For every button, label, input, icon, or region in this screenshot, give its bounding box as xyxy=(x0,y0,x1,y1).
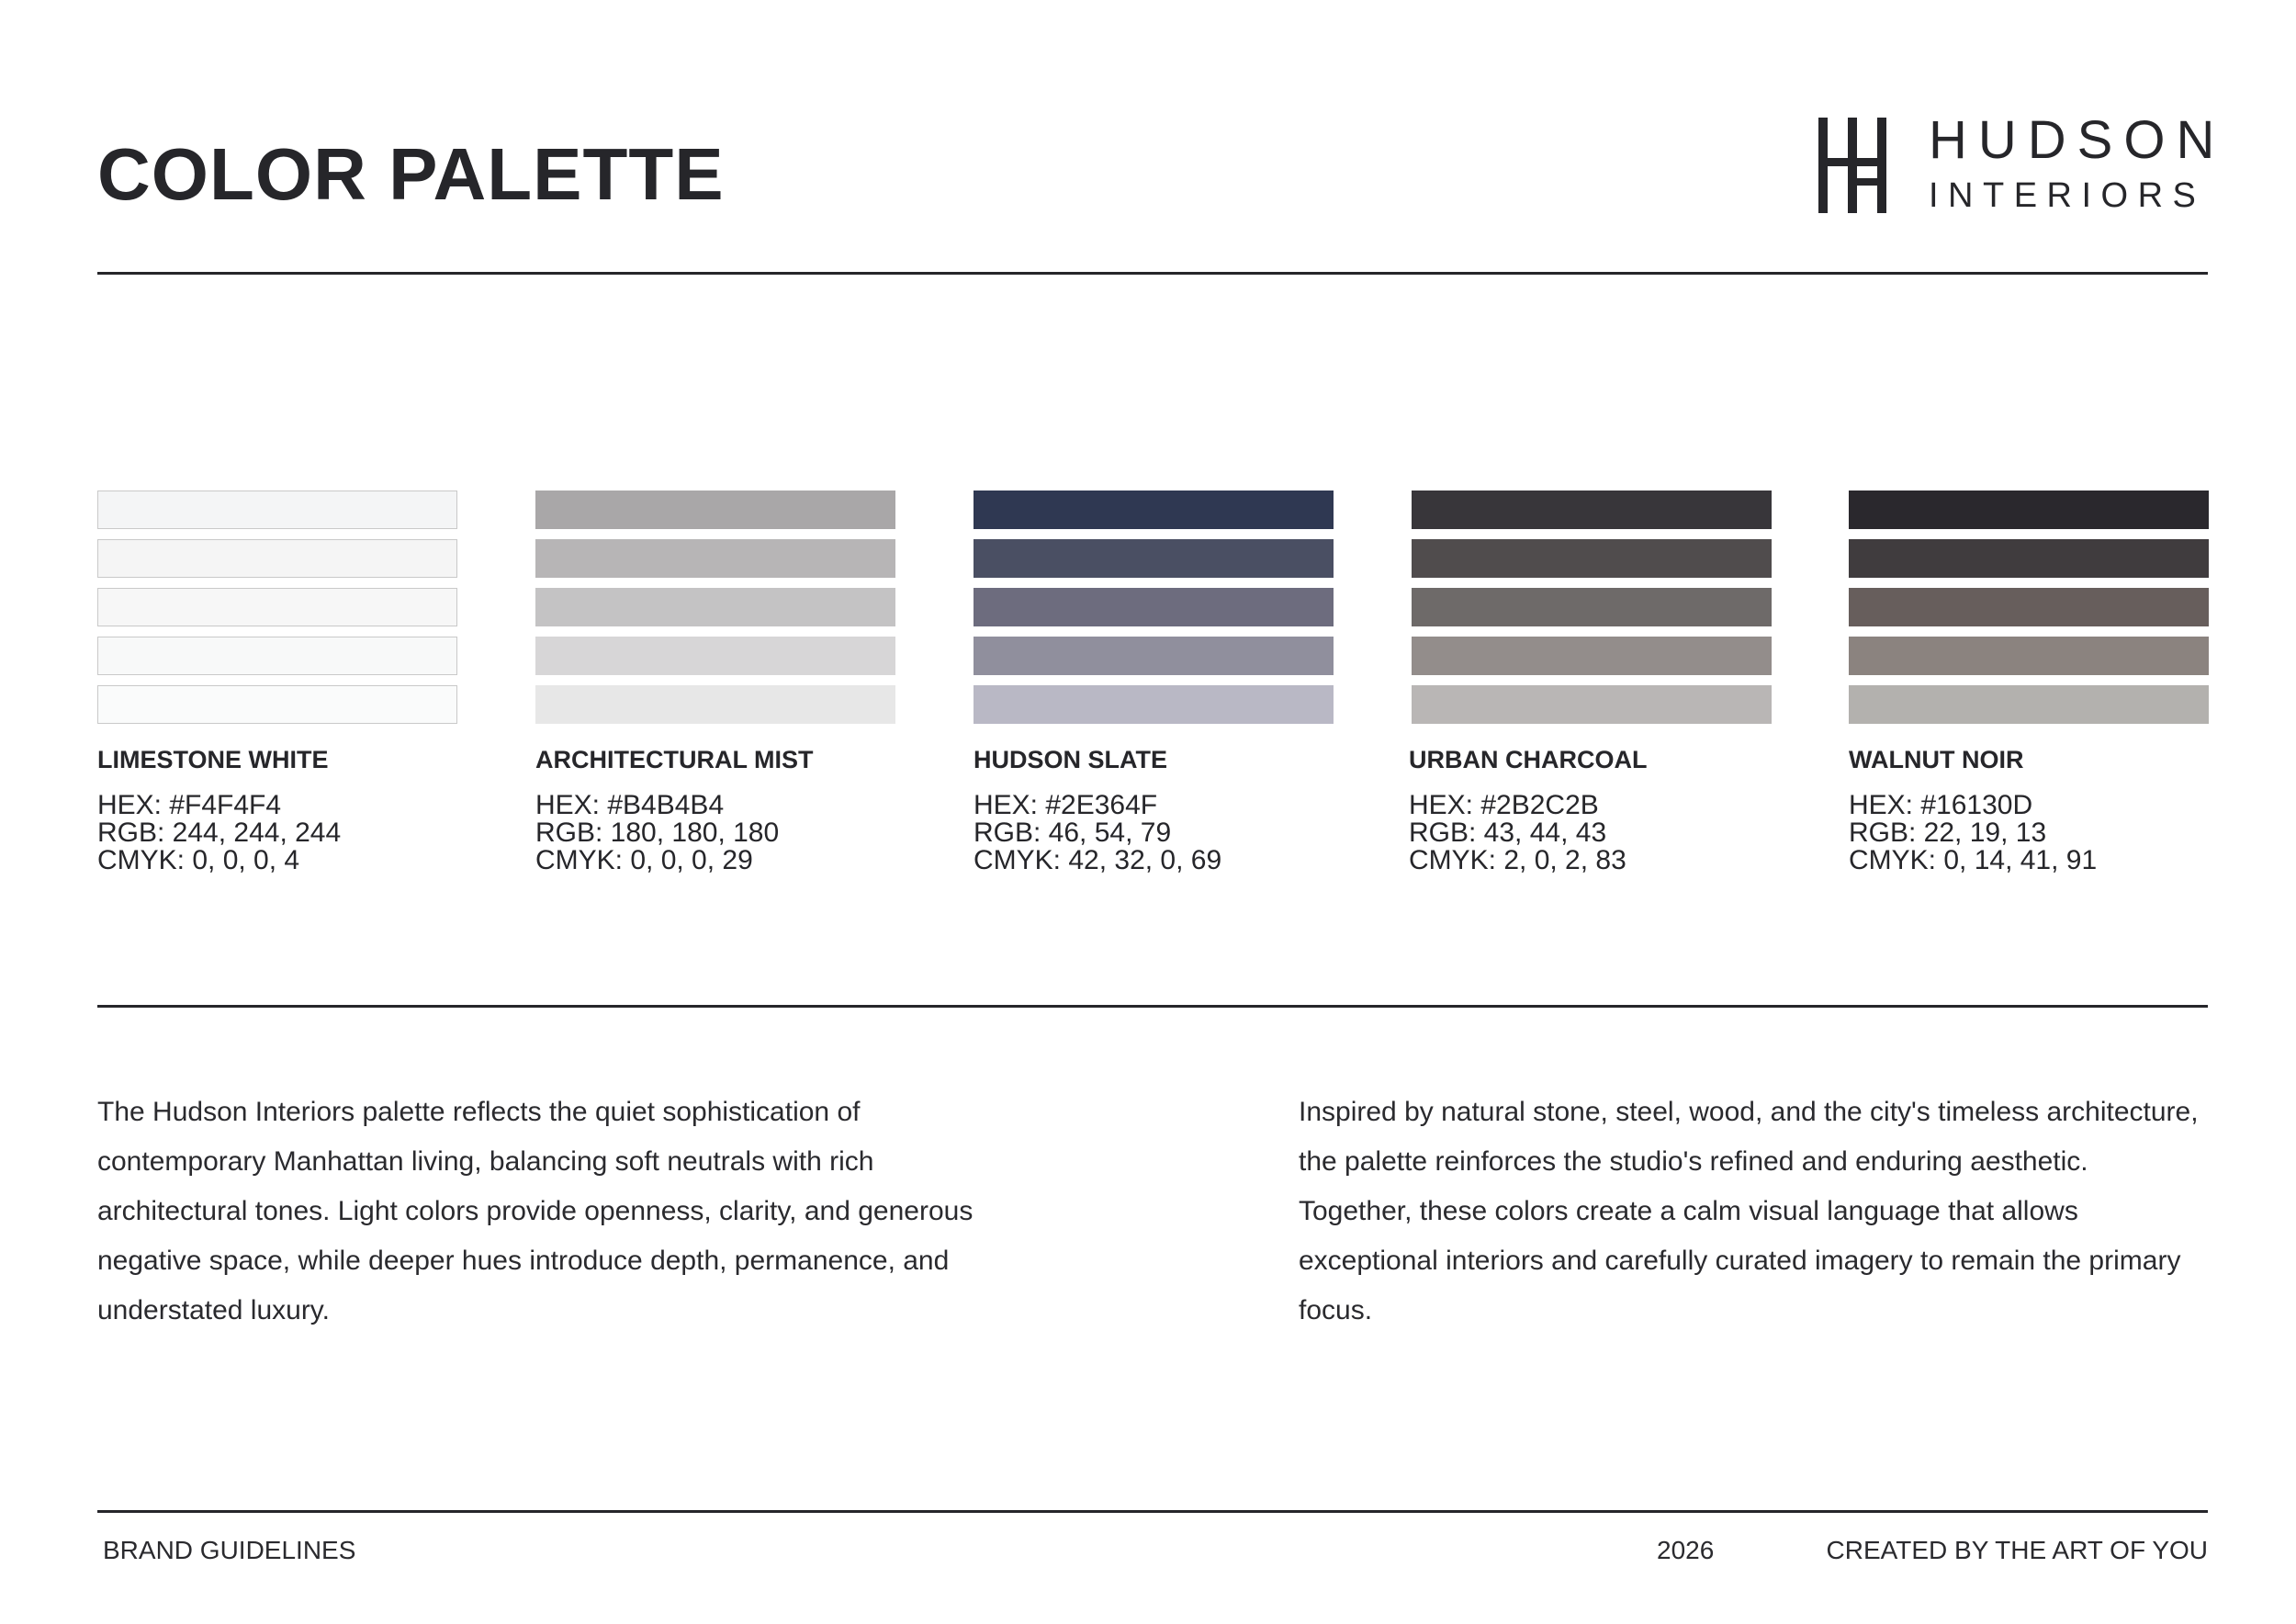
color-hex: HEX: #16130D xyxy=(1849,790,2033,820)
color-name: LIMESTONE WHITE xyxy=(97,746,329,773)
page-title: COLOR PALETTE xyxy=(97,133,725,215)
footer-divider xyxy=(97,1510,2208,1513)
color-cmyk: CMYK: 2, 0, 2, 83 xyxy=(1409,845,1626,875)
color-rgb: RGB: 22, 19, 13 xyxy=(1849,818,2047,848)
swatch-stack xyxy=(1412,491,1772,734)
palette-description-left: The Hudson Interiors palette reflects the quiet sophistication of contemporary Manhattan living, balancing soft neutrals with rich architectural tones. Light colors provide openness, clarity, and generous negative space, while deeper hues introduce depth, permanence, and understated luxury. xyxy=(97,1097,974,1325)
color-cmyk: CMYK: 0, 0, 0, 4 xyxy=(97,845,300,875)
color-rgb: RGB: 43, 44, 43 xyxy=(1409,818,1607,848)
color-specs xyxy=(535,792,779,874)
color-cmyk: CMYK: 42, 32, 0, 69 xyxy=(974,845,1222,875)
color-swatch-shade-3 xyxy=(1849,588,2209,626)
color-swatch-shade-4 xyxy=(974,637,1334,675)
color-swatch-shade-1 xyxy=(97,491,457,529)
color-cmyk: CMYK: 0, 0, 0, 29 xyxy=(535,845,753,875)
palette-description-right: Inspired by natural stone, steel, wood, and the city's timeless architecture, the palette reinforces the studio's refined and enduring aesthetic. Together, these colors create a calm visual language that allows exceptional interiors and carefully curated imagery to remain the primary focus. xyxy=(1299,1097,2199,1325)
color-swatch-shade-5 xyxy=(974,685,1334,724)
color-swatch-shade-3 xyxy=(1412,588,1772,626)
color-swatch-shade-5 xyxy=(1849,685,2209,724)
brand-logo xyxy=(1818,110,2226,215)
swatch-stack xyxy=(97,491,457,734)
color-name: HUDSON SLATE xyxy=(974,746,1168,773)
color-swatch-shade-3 xyxy=(97,588,457,626)
logo-wordmark-secondary: INTERIORS xyxy=(1929,176,2206,215)
color-rgb: RGB: 46, 54, 79 xyxy=(974,818,1172,848)
color-specs xyxy=(1409,792,1626,874)
color-swatch-shade-2 xyxy=(1849,539,2209,578)
color-rgb: RGB: 244, 244, 244 xyxy=(97,818,342,848)
color-swatch-shade-2 xyxy=(97,539,457,578)
footer-year: 2026 xyxy=(1657,1536,1715,1564)
color-hex: HEX: #B4B4B4 xyxy=(535,790,725,820)
color-swatch-shade-1 xyxy=(974,491,1334,529)
color-name: URBAN CHARCOAL xyxy=(1409,746,1648,773)
color-swatch-shade-2 xyxy=(1412,539,1772,578)
color-rgb: RGB: 180, 180, 180 xyxy=(535,818,780,848)
color-swatch-shade-3 xyxy=(974,588,1334,626)
color-swatch-shade-5 xyxy=(97,685,457,724)
logo-wordmark-primary: HUDSON xyxy=(1929,110,2226,170)
color-cmyk: CMYK: 0, 14, 41, 91 xyxy=(1849,845,2098,875)
color-swatch-shade-5 xyxy=(535,685,895,724)
color-hex: HEX: #2B2C2B xyxy=(1409,790,1599,820)
color-swatch-shade-2 xyxy=(974,539,1334,578)
color-hex: HEX: #F4F4F4 xyxy=(97,790,282,820)
color-specs xyxy=(97,792,341,874)
swatch-stack xyxy=(974,491,1334,734)
color-specs xyxy=(1849,792,2097,874)
color-swatch-shade-2 xyxy=(535,539,895,578)
hudson-monogram-icon xyxy=(1818,118,1892,213)
color-swatch-shade-1 xyxy=(535,491,895,529)
color-swatch-shade-4 xyxy=(1412,637,1772,675)
color-swatch-shade-4 xyxy=(97,637,457,675)
color-swatch-shade-1 xyxy=(1849,491,2209,529)
swatch-stack xyxy=(1849,491,2209,734)
color-swatch-shade-4 xyxy=(535,637,895,675)
color-hex: HEX: #2E364F xyxy=(974,790,1158,820)
swatch-stack xyxy=(535,491,895,734)
section-divider xyxy=(97,1005,2208,1008)
footer-credit: CREATED BY THE ART OF YOU xyxy=(1826,1536,2208,1564)
header-divider xyxy=(97,272,2208,275)
footer-brand-guidelines: BRAND GUIDELINES xyxy=(103,1536,356,1564)
color-name: WALNUT NOIR xyxy=(1849,746,2024,773)
color-specs xyxy=(974,792,1221,874)
color-name: ARCHITECTURAL MIST xyxy=(535,746,814,773)
color-swatch-shade-4 xyxy=(1849,637,2209,675)
color-swatch-shade-3 xyxy=(535,588,895,626)
color-swatch-shade-5 xyxy=(1412,685,1772,724)
color-swatch-shade-1 xyxy=(1412,491,1772,529)
